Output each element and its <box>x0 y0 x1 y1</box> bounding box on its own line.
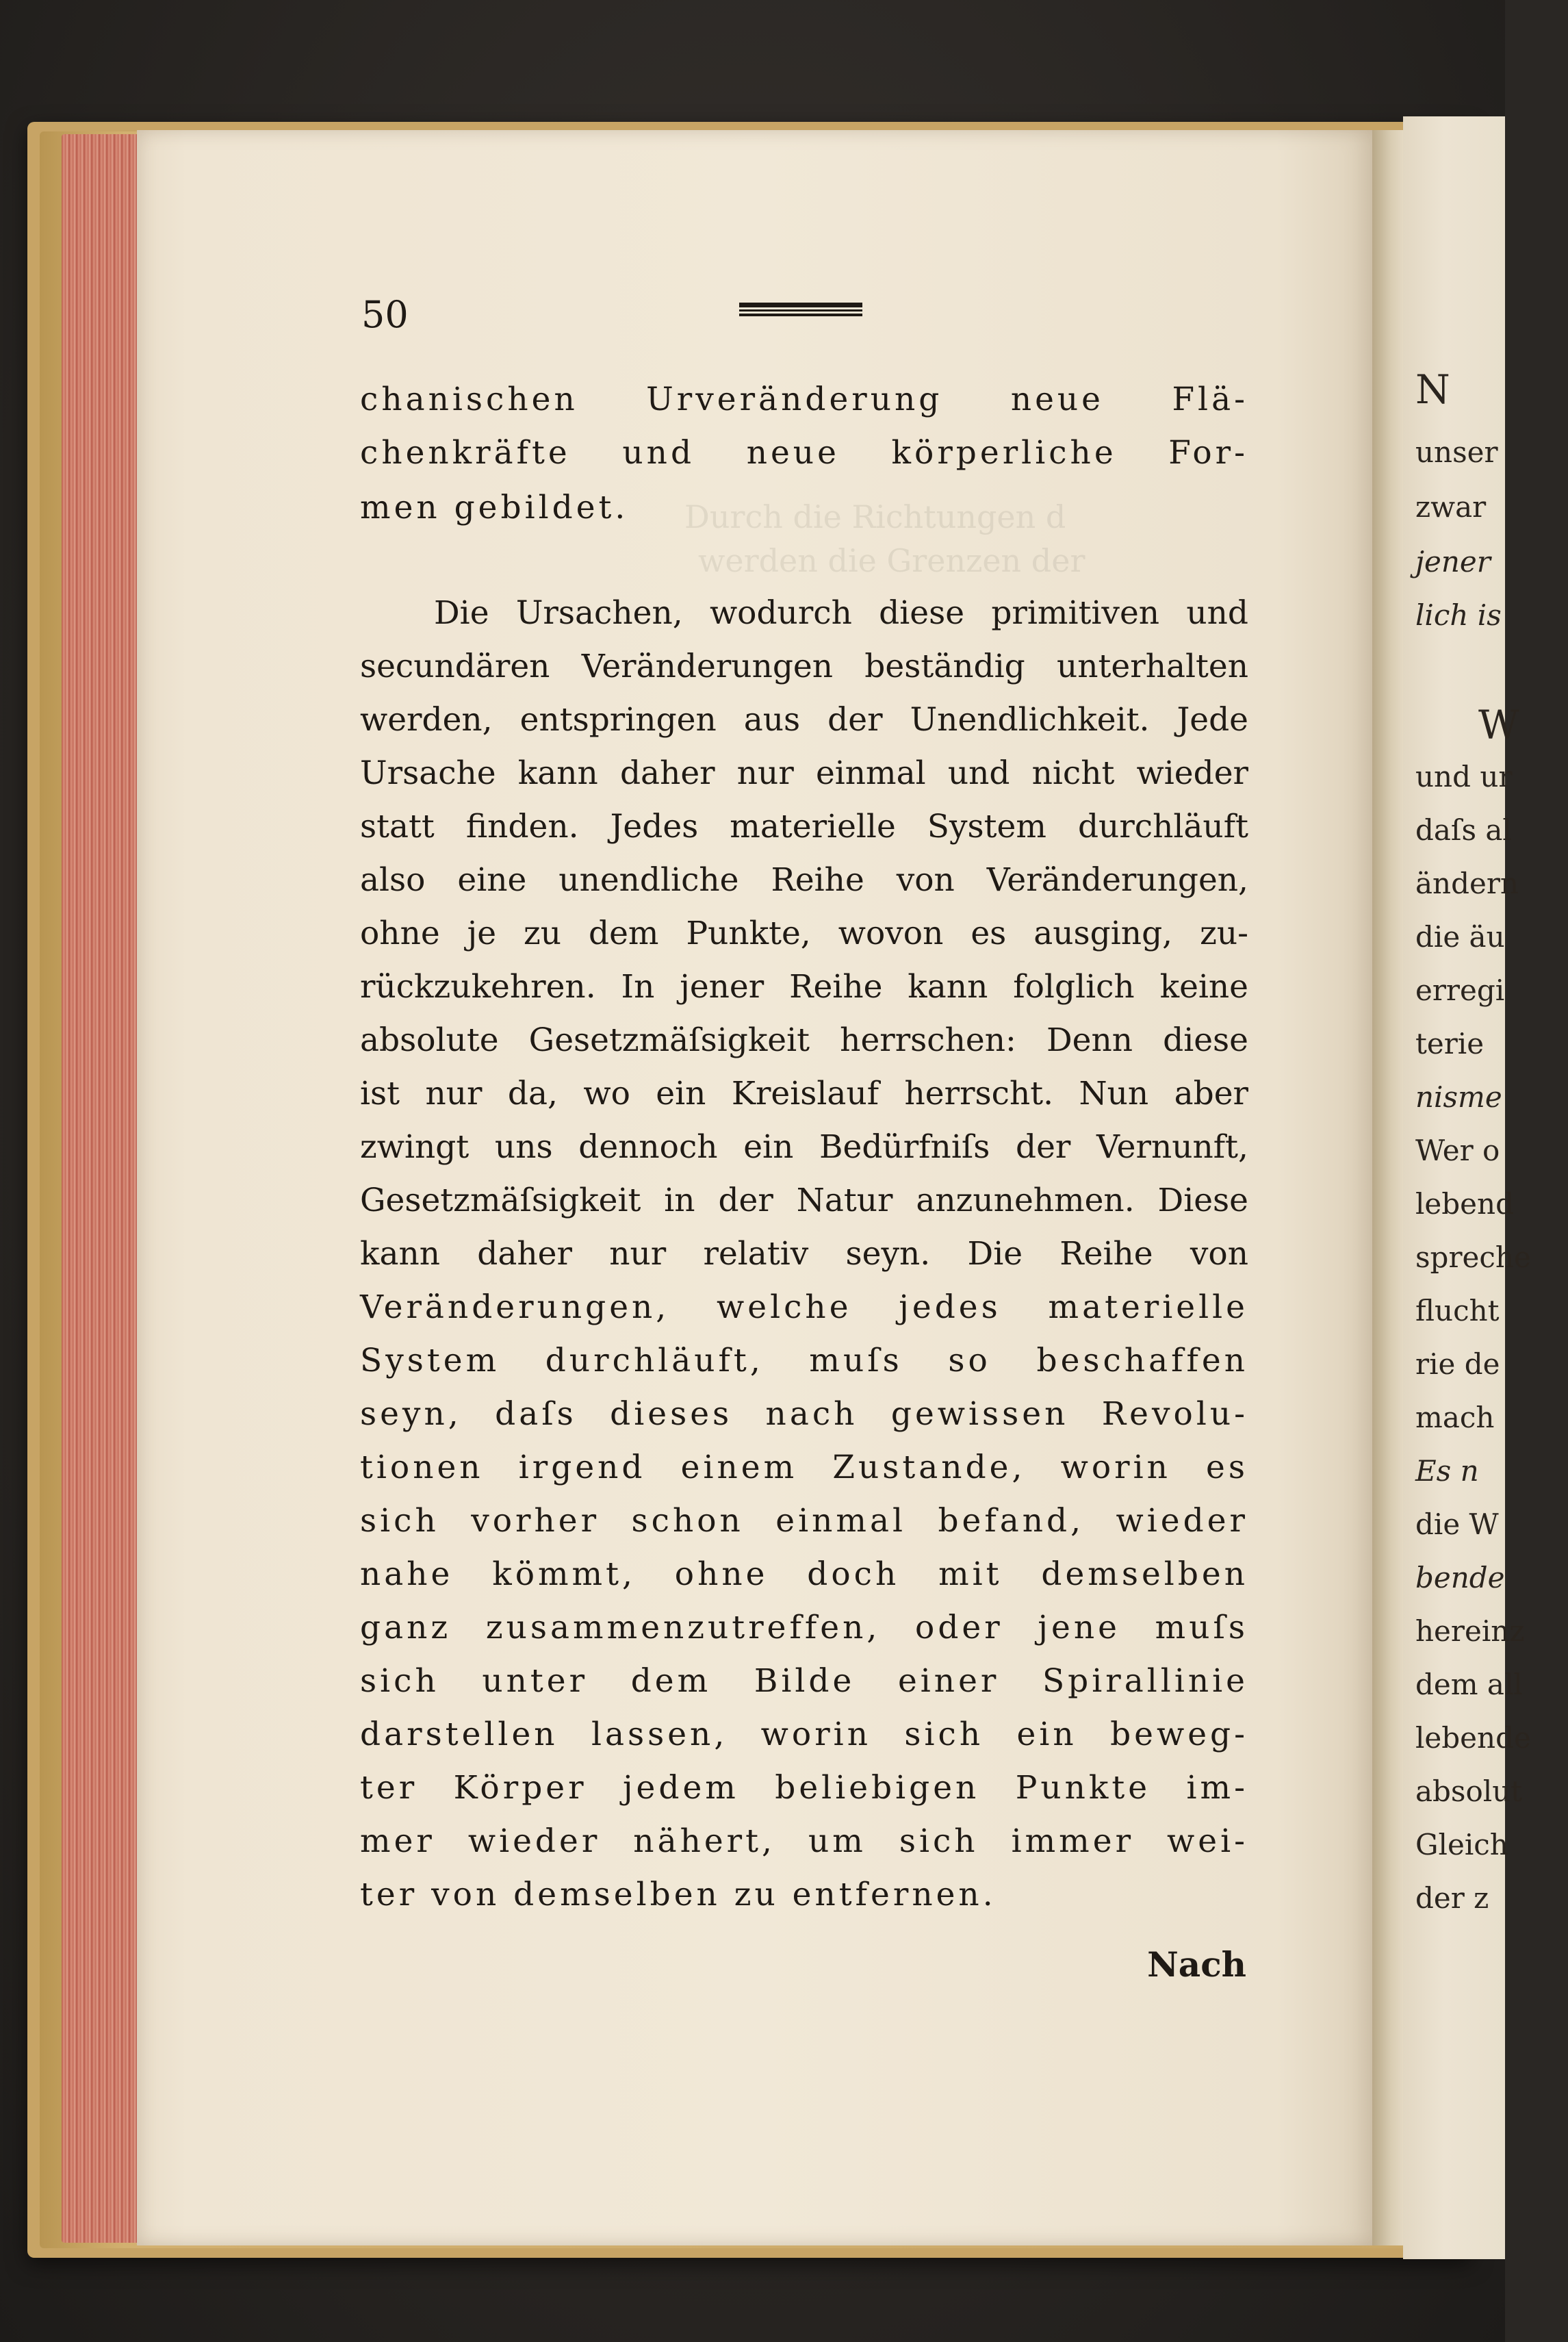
facing-fragment: Es n <box>1415 1454 1479 1488</box>
text-line: mer wieder nähert, um sich immer wei- <box>360 1822 1248 1860</box>
text-line: darstellen lassen, worin sich ein beweg- <box>360 1716 1248 1753</box>
text-line: Ursache kann daher nur einmal und nicht wieder <box>360 754 1248 792</box>
facing-fragment: rie de <box>1415 1347 1500 1381</box>
facing-fragment: lebende <box>1415 1721 1531 1755</box>
facing-fragment: jener <box>1415 545 1491 578</box>
text-line: ist nur da, wo ein Kreislauf herrscht. Nun aber <box>360 1075 1248 1112</box>
facing-fragment: Gleich <box>1415 1828 1508 1861</box>
facing-fragment: die äu <box>1415 920 1505 954</box>
facing-fragment: daſs al <box>1415 813 1512 847</box>
text-line: rückzukehren. In jener Reihe kann folglich keine <box>360 968 1248 1006</box>
show-through: werden die Grenzen der <box>698 542 1085 579</box>
facing-fragment: bende <box>1415 1561 1505 1594</box>
text-line: ter Körper jedem beliebigen Punkte im- <box>360 1769 1248 1807</box>
text-line: sich unter dem Bilde einer Spirallinie <box>360 1662 1248 1700</box>
text-line: System durchläuft, muſs so beschaffen <box>360 1342 1248 1379</box>
header-rule <box>739 303 862 316</box>
text-line: chenkräfte und neue körperliche For- <box>360 434 1248 472</box>
text-line: ter von demselben zu entfernen. <box>360 1876 997 1913</box>
text-line: men gebildet. <box>360 489 629 526</box>
show-through: Durch die Richtungen d <box>684 498 1066 535</box>
text-line: statt finden. Jedes materielle System durchläuft <box>360 808 1248 845</box>
facing-fragment: nisme <box>1415 1080 1502 1114</box>
text-line: absolute Gesetzmäſsigkeit herrschen: Denn diese <box>360 1021 1248 1059</box>
facing-fragment: spreche <box>1415 1240 1531 1274</box>
text-line: tionen irgend einem Zustande, worin es <box>360 1449 1248 1486</box>
text-line: secundären Veränderungen beständig unterhalten <box>360 648 1248 685</box>
facing-fragment: und ur <box>1415 760 1513 793</box>
facing-fragment: dem all <box>1415 1668 1523 1701</box>
facing-fragment: lich is <box>1415 598 1502 632</box>
page-number: 50 <box>361 293 409 336</box>
facing-fragment: N <box>1415 366 1450 413</box>
text-line: ohne je zu dem Punkte, wovon es ausging, zu- <box>360 915 1248 952</box>
page-edges <box>62 134 144 2243</box>
facing-fragment: flucht <box>1415 1294 1500 1327</box>
facing-fragment: die W <box>1415 1507 1499 1541</box>
text-line: seyn, daſs dieses nach gewissen Revolu- <box>360 1395 1248 1433</box>
book-gutter <box>1372 130 1403 2245</box>
catchword: Nach <box>1147 1944 1246 1985</box>
facing-fragment: erregi <box>1415 973 1505 1007</box>
text-line: kann daher nur relativ seyn. Die Reihe von <box>360 1235 1248 1273</box>
facing-fragment: Wer o <box>1415 1134 1500 1167</box>
facing-fragment: der z <box>1415 1881 1489 1915</box>
facing-fragment: zwar <box>1415 490 1487 524</box>
text-line: chanischen Urveränderung neue Flä- <box>360 381 1248 418</box>
facing-fragment: hereinz <box>1415 1614 1525 1648</box>
facing-fragment: absolut <box>1415 1774 1523 1808</box>
facing-fragment: unser <box>1415 435 1498 469</box>
text-line: nahe kömmt, ohne doch mit demselben <box>360 1555 1248 1593</box>
facing-fragment: terie <box>1415 1027 1485 1060</box>
facing-fragment: lebend <box>1415 1187 1514 1221</box>
facing-fragment: W <box>1478 702 1519 748</box>
text-line: zwingt uns dennoch ein Bedürfniſs der Vernunft, <box>360 1128 1248 1166</box>
text-line: Die Ursachen, wodurch diese primitiven und <box>434 594 1248 632</box>
text-line: Gesetzmäſsigkeit in der Natur anzunehmen. Diese <box>360 1182 1248 1219</box>
text-line: also eine unendliche Reihe von Veränderungen, <box>360 861 1248 899</box>
text-line: Veränderungen, welche jedes materielle <box>360 1288 1248 1326</box>
facing-fragment: mach <box>1415 1401 1495 1434</box>
text-line: sich vorher schon einmal befand, wieder <box>360 1502 1248 1540</box>
text-line: ganz zusammenzutreffen, oder jene muſs <box>360 1609 1248 1646</box>
text-line: werden, entspringen aus der Unendlichkeit. Jede <box>360 701 1248 739</box>
facing-fragment: ändern <box>1415 867 1519 900</box>
